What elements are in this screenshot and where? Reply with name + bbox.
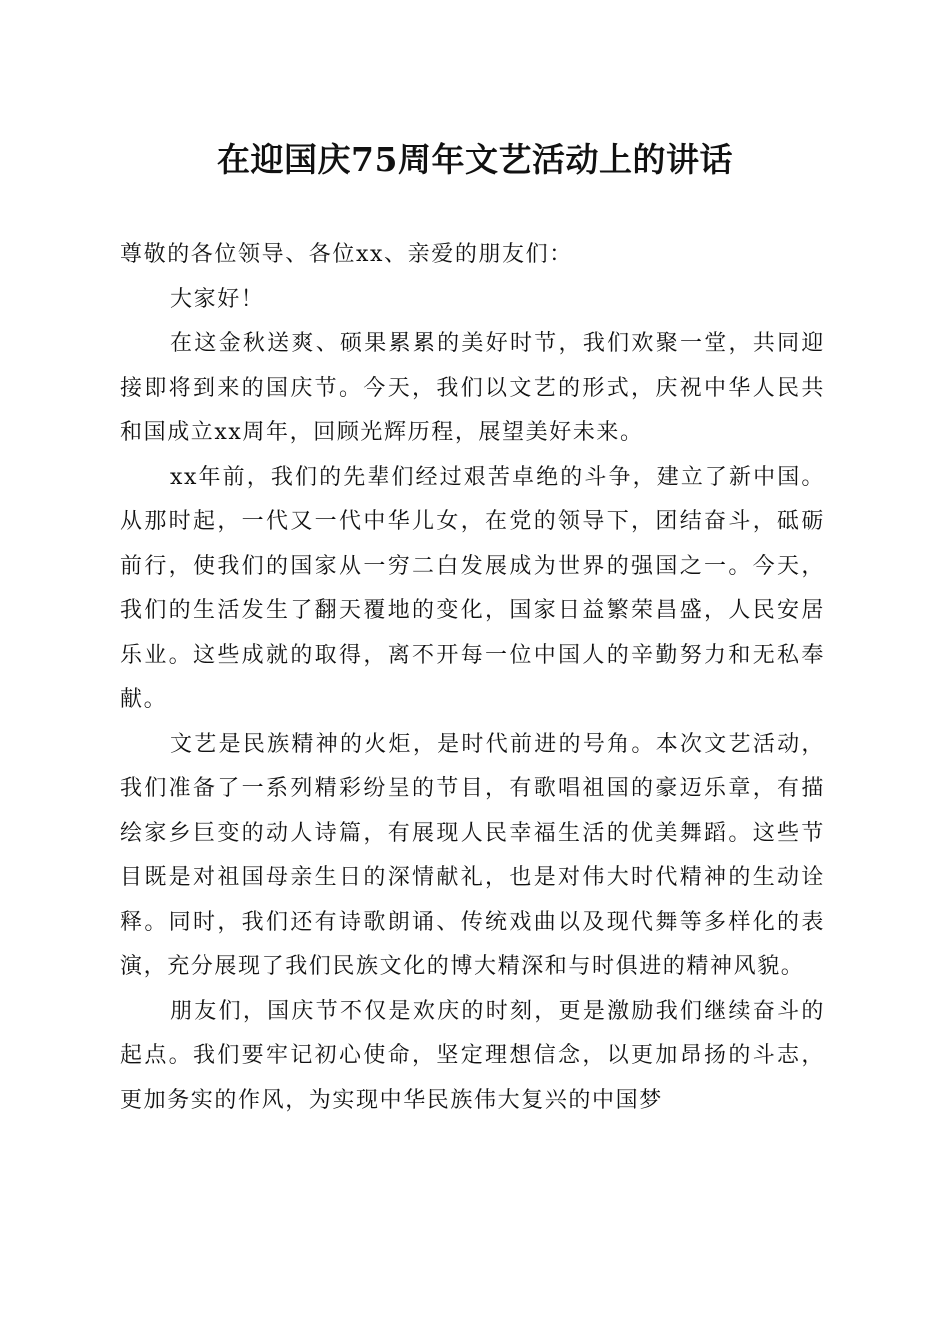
document-body xyxy=(120,233,825,1123)
paragraph-arts: 文艺是民族精神的火炬，是时代前进的号角。本次文艺活动，我们准备了一系列精彩纷呈的节目，有歌唱祖国的豪迈乐章，有描绘家乡巨变的动人诗篇，有展现人民幸福生活的优美舞蹈。这些节目既是对祖国母亲生日的深情献礼，也是对伟大时代精神的生动诠释。同时，我们还有诗歌朗诵、传统戏曲以及现代舞等多样化的表演，充分展现了我们民族文化的博大精深和与时俱进的精神风貌。 xyxy=(120,731,825,979)
paragraph-opening: 在这金秋送爽、硕果累累的美好时节，我们欢聚一堂，共同迎接即将到来的国庆节。今天，我们以文艺的形式，庆祝中华人民共和国成立xx周年，回顾光辉历程，展望美好未来。 xyxy=(120,331,825,445)
salutation: 尊敬的各位领导、各位xx、亲爱的朋友们： xyxy=(120,242,573,267)
document-title: 在迎国庆75周年文艺活动上的讲话 xyxy=(217,140,733,179)
paragraph-call-to-action: 朋友们，国庆节不仅是欢庆的时刻，更是激励我们继续奋斗的起点。我们要牢记初心使命，坚定理想信念，以更加昂扬的斗志，更加务实的作风，为实现中华民族伟大复兴的中国梦 xyxy=(120,998,825,1113)
paragraph-history: xx年前，我们的先辈们经过艰苦卓绝的斗争，建立了新中国。从那时起，一代又一代中华儿女，在党的领导下，团结奋斗，砥砺前行，使我们的国家从一穷二白发展成为世界的强国之一。今天，我们的生活发生了翻天覆地的变化，国家日益繁荣昌盛，人民安居乐业。这些成就的取得，离不开每一位中国人的辛勤努力和无私奉献。 xyxy=(120,464,825,712)
paragraph-greeting: 大家好！ xyxy=(170,286,265,312)
